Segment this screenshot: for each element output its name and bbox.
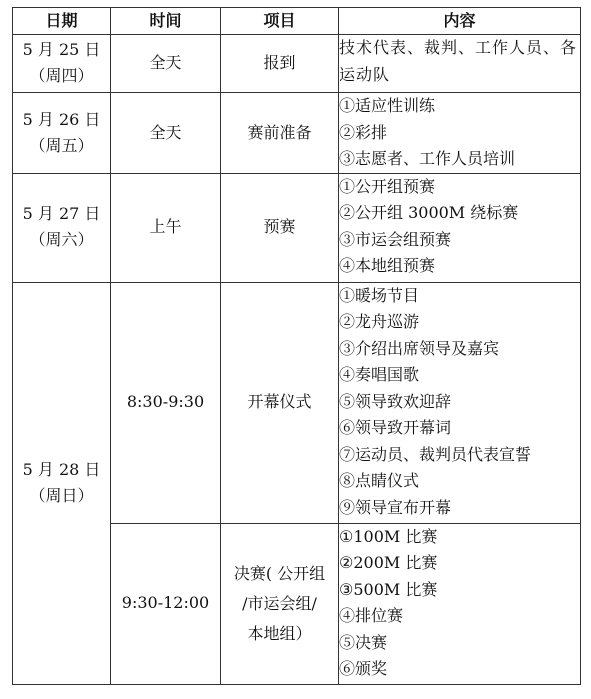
content-line: ③志愿者、工作人员培训 (339, 149, 516, 168)
item-line: 决赛( 公开组 (233, 563, 326, 583)
item-cell: 赛前准备 (221, 93, 339, 174)
content-line: ②彩排 (339, 122, 388, 142)
content-line: ①公开组预赛 (339, 176, 436, 196)
content-line: ①适应性训练 (339, 96, 436, 115)
time-cell: 9:30-12:00 (111, 523, 221, 684)
header-row (13, 8, 581, 35)
time-cell: 8:30-9:30 (111, 282, 221, 523)
item-cell: 预赛 (221, 173, 339, 282)
date-text: 5 月 28 日 (22, 459, 101, 479)
content-line: ③500M 比赛 (339, 579, 438, 599)
header-date: 日期 (13, 8, 111, 35)
date-cell (13, 93, 111, 174)
content-cell (339, 93, 581, 174)
content-line: ③市运会组预赛 (339, 229, 452, 249)
weekday-text: （周五） (29, 135, 94, 155)
time-cell: 全天 (111, 35, 221, 93)
content-line: ⑤领导致欢迎辞 (339, 391, 452, 411)
content-cell (339, 35, 581, 93)
content-cell (339, 282, 581, 523)
content-line: ⑤决赛 (339, 632, 388, 652)
date-cell (13, 173, 111, 282)
date-cell (13, 35, 111, 93)
table-row (13, 173, 581, 282)
content-cell (339, 523, 581, 684)
content-line: ⑦运动员、裁判员代表宣誓 (339, 444, 532, 464)
table-row (13, 93, 581, 174)
content-line: ④奏唱国歌 (339, 365, 420, 384)
content-line: ①暖场节目 (339, 285, 420, 305)
header-item: 项目 (221, 8, 339, 35)
content-line: ⑥领导致开幕词 (339, 418, 452, 437)
content-line: ⑨领导宣布开幕 (339, 497, 452, 517)
schedule-table (12, 7, 581, 685)
item-cell: 报到 (221, 35, 339, 93)
header-content: 内容 (339, 8, 581, 35)
content-line: ②公开组 3000M 绕标赛 (339, 203, 519, 222)
header-time: 时间 (111, 8, 221, 35)
content-cell (339, 173, 581, 282)
item-line: /市运会组/ (242, 593, 317, 613)
date-text: 5 月 25 日 (22, 40, 101, 60)
content-line: ③介绍出席领导及嘉宾 (339, 338, 500, 358)
table-row (13, 35, 581, 93)
content-line: ①100M 比赛 (339, 526, 438, 546)
table-row (13, 282, 581, 523)
content-line: ②200M 比赛 (339, 553, 438, 572)
content-line: ②龙舟巡游 (339, 312, 420, 331)
item-cell (221, 523, 339, 684)
item-cell: 开幕仪式 (221, 282, 339, 523)
date-cell (13, 282, 111, 684)
content-line: ④排位赛 (339, 606, 404, 625)
content-line: 技术代表、裁判、工作人员、各运动队 (339, 38, 578, 84)
content-line: ④本地组预赛 (339, 256, 436, 275)
time-cell: 上午 (111, 173, 221, 282)
date-text: 5 月 27 日 (22, 204, 101, 224)
date-text: 5 月 26 日 (22, 109, 101, 129)
item-line: 本地组） (247, 623, 312, 643)
content-line: ⑧点睛仪式 (339, 471, 420, 490)
weekday-text: （周四） (29, 66, 94, 86)
content-line: ⑥颁奖 (339, 659, 388, 678)
weekday-text: （周日） (29, 485, 94, 505)
weekday-text: （周六） (29, 230, 94, 250)
time-cell: 全天 (111, 93, 221, 174)
